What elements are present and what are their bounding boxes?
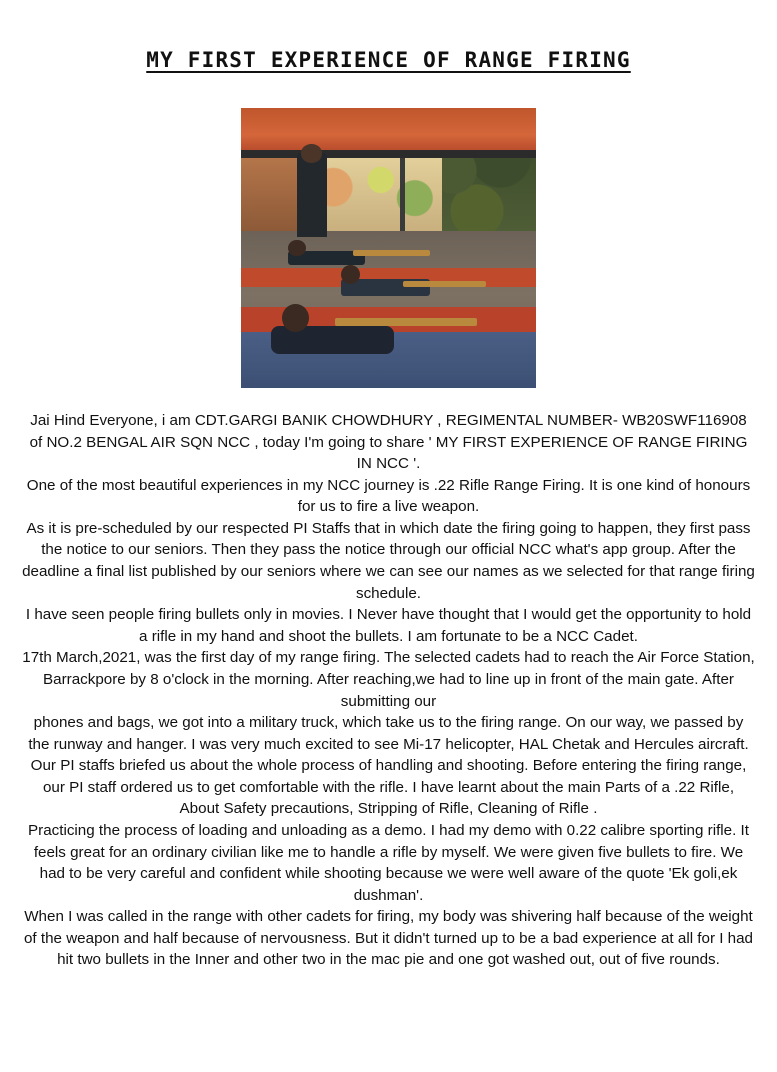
paragraph: As it is pre-scheduled by our respected PI Staffs that in which date the firing going to happen, they first pass the notice to our seniors. Then they pass the notice through our official NCC what's app group. After the deadline a final list published by our seniors where we can see our names as we selected for that range firing schedule. <box>22 519 755 602</box>
page-title: MY FIRST EXPERIENCE OF RANGE FIRING <box>146 48 631 72</box>
paragraph: 17th March,2021, was the first day of my range firing. The selected cadets had to reach the Air Force Station, Barrackpore by 8 o'clock in the morning. After reaching,we had to line up in front of the main gate. After submitting our <box>22 649 755 710</box>
photo-instructor-head <box>301 144 322 162</box>
paragraph: Practicing the process of loading and unloading as a demo. I had my demo with 0.22 calibre sporting rifle. It feels great for an ordinary civilian like me to handle a rifle by myself. We were given five bullets to fire. We had to be very careful and confident while shooting because we were well aware of the quote 'Ek goli,ek dushman'. <box>28 821 749 904</box>
photo-cadet-near-head <box>282 304 309 332</box>
photo-cadet-far-head <box>288 240 306 257</box>
photo-canopy <box>241 108 536 153</box>
article-body <box>22 410 755 971</box>
document-page <box>0 48 777 1072</box>
paragraph: I have seen people firing bullets only in movies. I Never have thought that I would get the opportunity to hold a rifle in my hand and shoot the bullets. I am fortunate to be a NCC Cadet. <box>25 606 752 645</box>
paragraph: When I was called in the range with other cadets for firing, my body was shivering half because of the weight of the weapon and half because of nervousness. But it didn't turned up to be a bad experience at all for I had hit two bullets in the Inner and other two in the mac pie and one got washed out, out of five rounds. <box>23 908 754 969</box>
paragraph: One of the most beautiful experiences in my NCC journey is .22 Rifle Range Firing. It is one kind of honours for us to fire a live weapon. <box>26 476 751 516</box>
photo-canopy-beam <box>241 150 536 158</box>
paragraph: phones and bags, we got into a military truck, which take us to the firing range. On our way, we passed by the runway and hanger. I was very much excited to see Mi-17 helicopter, HAL Chetak and Hercules aircraft. Our PI staffs briefed us about the whole process of handling and shooting. Before entering the firing range, our PI staff ordered us to get comfortable with the rifle. I have learnt about the main Parts of a .22 Rifle, About Safety precautions, Stripping of Rifle, Cleaning of Rifle . <box>28 714 749 818</box>
photo-pole <box>400 158 405 231</box>
photo-rifle-far <box>353 250 430 256</box>
paragraph: Jai Hind Everyone, i am CDT.GARGI BANIK CHOWDHURY , REGIMENTAL NUMBER- WB20SWF116908 of NO.2 BENGAL AIR SQN NCC , today I'm going to share ' MY FIRST EXPERIENCE OF RANGE FIRING IN NCC '. <box>29 412 748 473</box>
range-firing-photo <box>241 108 536 388</box>
photo-rifle-mid <box>403 281 486 287</box>
photo-rifle-near <box>335 318 477 326</box>
photo-container <box>22 108 755 388</box>
photo-instructor <box>297 153 327 237</box>
